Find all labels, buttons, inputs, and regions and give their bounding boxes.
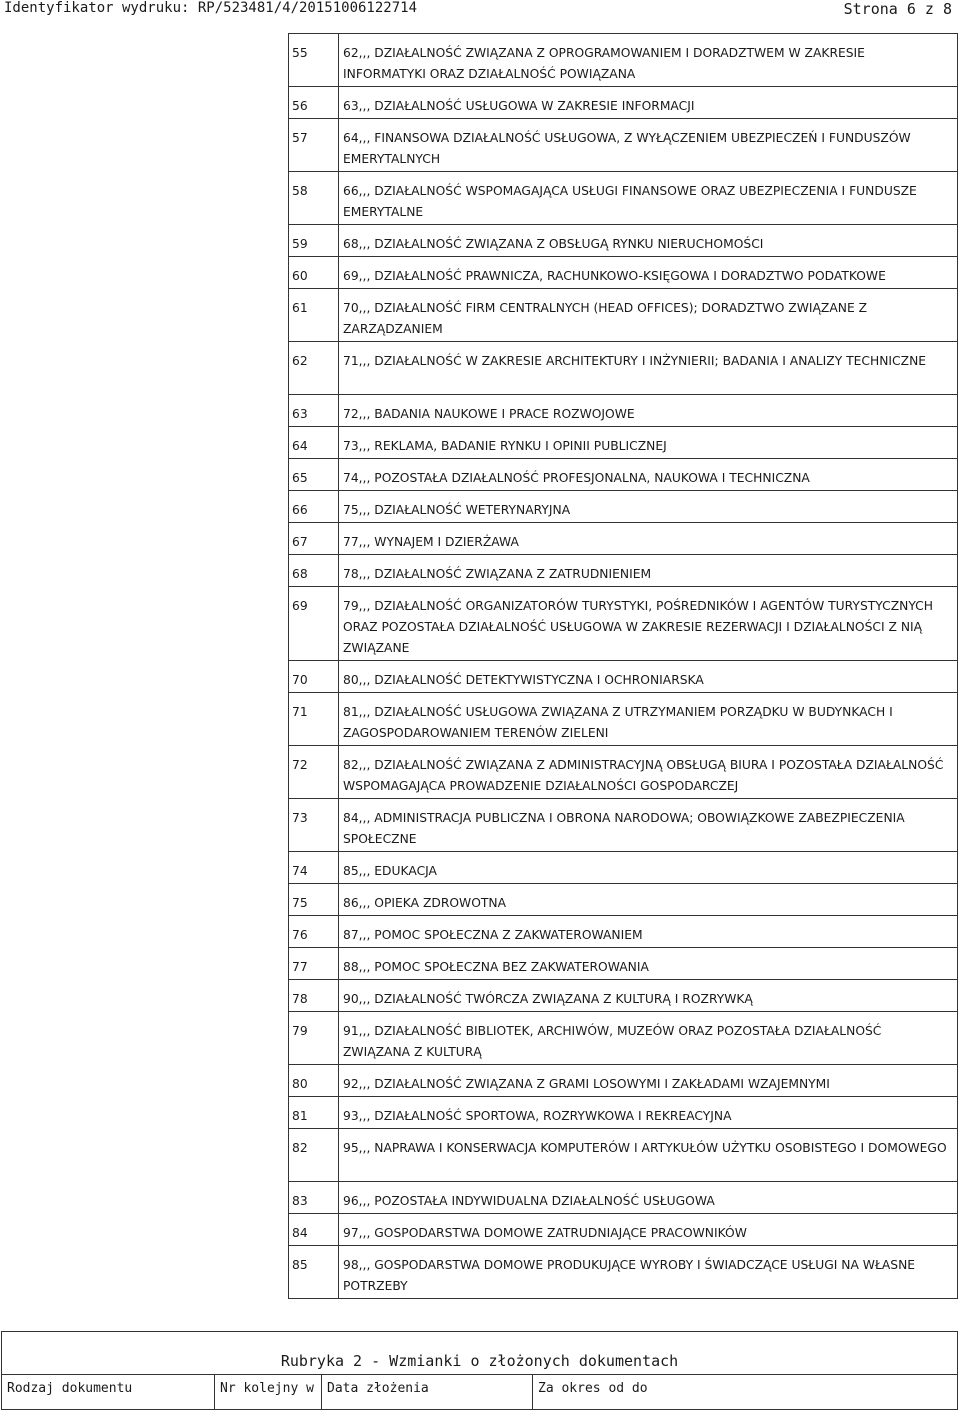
- table-row: [289, 257, 958, 289]
- table-row: [289, 1214, 958, 1246]
- activity-description: 64,,, FINANSOWA DZIAŁALNOŚĆ USŁUGOWA, Z WYŁĄCZENIEM UBEZPIECZEŃ I FUNDUSZÓW EMERYTALNYCH: [339, 119, 958, 172]
- activity-description: 85,,, EDUKACJA: [339, 852, 958, 884]
- table-row: [289, 491, 958, 523]
- row-number: 66: [289, 491, 339, 523]
- activity-description: 78,,, DZIAŁALNOŚĆ ZWIĄZANA Z ZATRUDNIENIEM: [339, 555, 958, 587]
- column-header-sequence-number: Nr kolejny w: [215, 1375, 322, 1409]
- print-header: [0, 0, 960, 20]
- row-number: 83: [289, 1182, 339, 1214]
- row-number: 56: [289, 87, 339, 119]
- table-row: [289, 172, 958, 225]
- table-row: [289, 1246, 958, 1299]
- activity-description: 70,,, DZIAŁALNOŚĆ FIRM CENTRALNYCH (HEAD OFFICES); DORADZTWO ZWIĄZANE Z ZARZĄDZANIEM: [339, 289, 958, 342]
- pkd-activity-table-body: [289, 34, 958, 1299]
- row-number: 57: [289, 119, 339, 172]
- table-row: [289, 884, 958, 916]
- activity-description: 95,,, NAPRAWA I KONSERWACJA KOMPUTERÓW I ARTYKUŁÓW UŻYTKU OSOBISTEGO I DOMOWEGO: [339, 1129, 958, 1182]
- table-row: [289, 523, 958, 555]
- table-row: [289, 87, 958, 119]
- activity-description: 81,,, DZIAŁALNOŚĆ USŁUGOWA ZWIĄZANA Z UTRZYMANIEM PORZĄDKU W BUDYNKACH I ZAGOSPODAROWANIEM TERENÓW ZIELENI: [339, 693, 958, 746]
- activity-description: 82,,, DZIAŁALNOŚĆ ZWIĄZANA Z ADMINISTRACYJNĄ OBSŁUGĄ BIURA I POZOSTAŁA DZIAŁALNOŚĆ WSPOMAGAJĄCA PROWADZENIE DZIAŁALNOŚCI GOSPODARCZEJ: [339, 746, 958, 799]
- row-number: 85: [289, 1246, 339, 1299]
- row-number: 58: [289, 172, 339, 225]
- table-row: [289, 1065, 958, 1097]
- row-number: 74: [289, 852, 339, 884]
- table-row: [289, 1182, 958, 1214]
- activity-description: 74,,, POZOSTAŁA DZIAŁALNOŚĆ PROFESJONALNA, NAUKOWA I TECHNICZNA: [339, 459, 958, 491]
- row-number: 79: [289, 1012, 339, 1065]
- activity-description: 87,,, POMOC SPOŁECZNA Z ZAKWATEROWANIEM: [339, 916, 958, 948]
- activity-description: 98,,, GOSPODARSTWA DOMOWE PRODUKUJĄCE WYROBY I ŚWIADCZĄCE USŁUGI NA WŁASNE POTRZEBY: [339, 1246, 958, 1299]
- activity-description: 92,,, DZIAŁALNOŚĆ ZWIĄZANA Z GRAMI LOSOWYMI I ZAKŁADAMI WZAJEMNYMI: [339, 1065, 958, 1097]
- column-header-submission-date: Data złożenia: [322, 1375, 533, 1409]
- table-row: [289, 555, 958, 587]
- activity-description: 97,,, GOSPODARSTWA DOMOWE ZATRUDNIAJĄCE PRACOWNIKÓW: [339, 1214, 958, 1246]
- table-row: [289, 587, 958, 661]
- table-row: [289, 1097, 958, 1129]
- row-number: 63: [289, 395, 339, 427]
- rubryka-2-section: [1, 1331, 958, 1410]
- table-row: [289, 119, 958, 172]
- row-number: 64: [289, 427, 339, 459]
- activity-description: 88,,, POMOC SPOŁECZNA BEZ ZAKWATEROWANIA: [339, 948, 958, 980]
- activity-description: 66,,, DZIAŁALNOŚĆ WSPOMAGAJĄCA USŁUGI FINANSOWE ORAZ UBEZPIECZENIA I FUNDUSZE EMERYTALNE: [339, 172, 958, 225]
- table-row: [289, 342, 958, 395]
- table-row: [289, 852, 958, 884]
- table-row: [289, 980, 958, 1012]
- print-identifier: Identyfikator wydruku: RP/523481/4/20151006122714: [4, 0, 418, 16]
- row-number: 62: [289, 342, 339, 395]
- row-number: 84: [289, 1214, 339, 1246]
- row-number: 67: [289, 523, 339, 555]
- table-row: [289, 34, 958, 87]
- activity-description: 71,,, DZIAŁALNOŚĆ W ZAKRESIE ARCHITEKTURY I INŻYNIERII; BADANIA I ANALIZY TECHNICZNE: [339, 342, 958, 395]
- row-number: 71: [289, 693, 339, 746]
- table-row: [289, 948, 958, 980]
- column-header-period: Za okres od do: [538, 1381, 648, 1396]
- row-number: 55: [289, 34, 339, 87]
- row-number: 75: [289, 884, 339, 916]
- row-number: 77: [289, 948, 339, 980]
- page-number: Strona 6 z 8: [843, 0, 952, 18]
- rubryka-title: Rubryka 2 - Wzmianki o złożonych dokumentach: [280, 1352, 679, 1370]
- row-number: 60: [289, 257, 339, 289]
- table-row: [289, 1129, 958, 1182]
- activity-description: 77,,, WYNAJEM I DZIERŻAWA: [339, 523, 958, 555]
- row-number: 78: [289, 980, 339, 1012]
- table-row: [289, 693, 958, 746]
- table-row: [289, 459, 958, 491]
- table-row: [289, 427, 958, 459]
- table-row: [289, 799, 958, 852]
- activity-description: 63,,, DZIAŁALNOŚĆ USŁUGOWA W ZAKRESIE INFORMACJI: [339, 87, 958, 119]
- row-number: 65: [289, 459, 339, 491]
- activity-description: 68,,, DZIAŁALNOŚĆ ZWIĄZANA Z OBSŁUGĄ RYNKU NIERUCHOMOŚCI: [339, 225, 958, 257]
- table-row: [289, 746, 958, 799]
- pkd-activity-table: [288, 33, 958, 1299]
- activity-description: 84,,, ADMINISTRACJA PUBLICZNA I OBRONA NARODOWA; OBOWIĄZKOWE ZABEZPIECZENIA SPOŁECZNE: [339, 799, 958, 852]
- table-row: [289, 1012, 958, 1065]
- row-number: 82: [289, 1129, 339, 1182]
- row-number: 81: [289, 1097, 339, 1129]
- row-number: 80: [289, 1065, 339, 1097]
- activity-description: 80,,, DZIAŁALNOŚĆ DETEKTYWISTYCZNA I OCHRONIARSKA: [339, 661, 958, 693]
- activity-description: 62,,, DZIAŁALNOŚĆ ZWIĄZANA Z OPROGRAMOWANIEM I DORADZTWEM W ZAKRESIE INFORMATYKI ORAZ DZIAŁALNOŚĆ POWIĄZANA: [339, 34, 958, 87]
- column-header-document-type: Rodzaj dokumentu: [2, 1375, 215, 1409]
- activity-description: 72,,, BADANIA NAUKOWE I PRACE ROZWOJOWE: [339, 395, 958, 427]
- table-row: [289, 225, 958, 257]
- activity-description: 69,,, DZIAŁALNOŚĆ PRAWNICZA, RACHUNKOWO-KSIĘGOWA I DORADZTWO PODATKOWE: [339, 257, 958, 289]
- table-row: [289, 661, 958, 693]
- activity-description: 96,,, POZOSTAŁA INDYWIDUALNA DZIAŁALNOŚĆ USŁUGOWA: [339, 1182, 958, 1214]
- activity-description: 91,,, DZIAŁALNOŚĆ BIBLIOTEK, ARCHIWÓW, MUZEÓW ORAZ POZOSTAŁA DZIAŁALNOŚĆ ZWIĄZANA Z KULTURĄ: [339, 1012, 958, 1065]
- table-row: [289, 916, 958, 948]
- activity-description: 73,,, REKLAMA, BADANIE RYNKU I OPINII PUBLICZNEJ: [339, 427, 958, 459]
- rubryka-column-headers: [2, 1374, 957, 1409]
- table-row: [289, 289, 958, 342]
- activity-description: 90,,, DZIAŁALNOŚĆ TWÓRCZA ZWIĄZANA Z KULTURĄ I ROZRYWKĄ: [339, 980, 958, 1012]
- table-row: [289, 395, 958, 427]
- row-number: 70: [289, 661, 339, 693]
- activity-description: 79,,, DZIAŁALNOŚĆ ORGANIZATORÓW TURYSTYKI, POŚREDNIKÓW I AGENTÓW TURYSTYCZNYCH ORAZ POZOSTAŁA DZIAŁALNOŚĆ USŁUGOWA W ZAKRESIE REZERWACJI I DZIAŁALNOŚCI Z NIĄ ZWIĄZANE: [339, 587, 958, 661]
- row-number: 59: [289, 225, 339, 257]
- activity-description: 93,,, DZIAŁALNOŚĆ SPORTOWA, ROZRYWKOWA I REKREACYJNA: [339, 1097, 958, 1129]
- row-number: 76: [289, 916, 339, 948]
- row-number: 69: [289, 587, 339, 661]
- activity-description: 86,,, OPIEKA ZDROWOTNA: [339, 884, 958, 916]
- row-number: 73: [289, 799, 339, 852]
- row-number: 61: [289, 289, 339, 342]
- row-number: 72: [289, 746, 339, 799]
- activity-description: 75,,, DZIAŁALNOŚĆ WETERYNARYJNA: [339, 491, 958, 523]
- row-number: 68: [289, 555, 339, 587]
